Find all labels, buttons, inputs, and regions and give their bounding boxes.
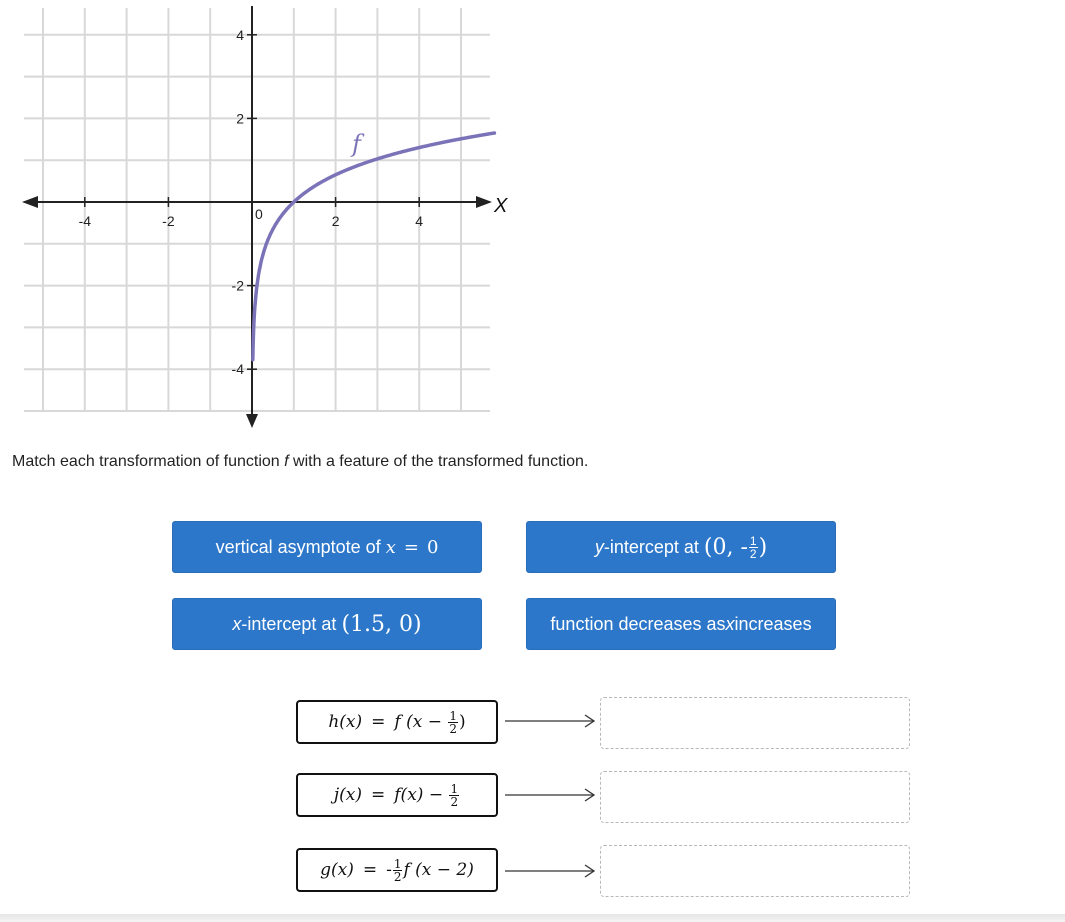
function-h-box	[296, 700, 498, 744]
arrow-right-icon	[505, 785, 597, 805]
y-tick-label: 4	[236, 26, 244, 43]
tile-eq: =	[403, 536, 419, 558]
fraction: $\frac{1}{2}$	[393, 856, 402, 884]
fraction: $\frac{1}{2}$	[449, 708, 458, 736]
x-axis-arrow-left	[22, 196, 38, 208]
tile-val: 0	[426, 536, 439, 558]
tile-point-close: )	[758, 534, 768, 560]
x-axis-label: X	[494, 195, 508, 217]
tile-var: x	[385, 536, 396, 558]
fn-eq: =	[371, 785, 386, 805]
fn-eq: =	[371, 712, 386, 732]
tile-decreases[interactable]	[526, 598, 836, 650]
tile-x-intercept[interactable]	[172, 598, 482, 650]
instruction-part: Match each transformation of function	[12, 453, 285, 470]
y-tick-label: 2	[236, 110, 244, 127]
fraction: $\frac{1}{2}$	[450, 781, 459, 809]
fn-eq: =	[362, 860, 378, 880]
function-f-curve	[253, 133, 495, 360]
instruction-fname: f	[284, 453, 289, 470]
fn-lhs: g(x)	[320, 860, 354, 880]
tile-pre: y	[594, 536, 604, 557]
tile-text: vertical asymptote of	[215, 536, 381, 557]
instruction-text	[12, 453, 588, 471]
tile-var: x	[725, 613, 735, 634]
function-j-box	[296, 773, 498, 817]
drop-target-j[interactable]	[600, 771, 910, 823]
fn-neg: -	[386, 860, 392, 880]
fn-rhs-close: )	[459, 712, 466, 732]
drop-target-g[interactable]	[600, 845, 910, 897]
arrow-right-icon	[505, 861, 597, 881]
y-axis-arrow-down	[246, 414, 258, 428]
instruction-part: with a feature of the transformed function.	[288, 453, 589, 470]
y-tick-label: -4	[231, 361, 244, 378]
fraction: $\frac{1}{2}$	[749, 533, 757, 561]
fn-lhs: j(x)	[333, 785, 363, 805]
tile-vertical-asymptote[interactable]	[172, 521, 482, 573]
x-tick-label: -2	[162, 213, 175, 229]
arrow-right-icon	[505, 711, 597, 731]
tile-point: (1.5, 0)	[341, 611, 422, 637]
tile-y-intercept[interactable]	[526, 521, 836, 573]
fn-lhs: h(x)	[328, 712, 363, 732]
fn-rhs: f (x −	[394, 712, 442, 732]
origin-label: 0	[255, 206, 263, 222]
fn-rhs: f(x) −	[394, 785, 444, 805]
tile-text: -intercept at	[241, 613, 337, 634]
tile-text: increases	[734, 613, 812, 634]
fn-rhs: f (x − 2)	[403, 860, 474, 880]
tile-text: -intercept at	[603, 536, 699, 557]
curve-label-f: f	[352, 130, 361, 158]
tile-pre: x	[232, 613, 242, 634]
footer-divider	[0, 914, 1065, 922]
drop-target-h[interactable]	[600, 697, 910, 749]
x-tick-label: -4	[78, 213, 92, 229]
tile-text: function decreases as	[550, 613, 726, 634]
function-graph	[0, 0, 508, 440]
function-g-box	[296, 848, 498, 892]
y-tick-label: -2	[231, 277, 244, 294]
tile-point-open: (0, -	[703, 534, 748, 560]
x-tick-label: 2	[331, 213, 340, 229]
x-axis-arrow-right	[476, 196, 492, 208]
x-tick-label: 4	[415, 213, 424, 229]
